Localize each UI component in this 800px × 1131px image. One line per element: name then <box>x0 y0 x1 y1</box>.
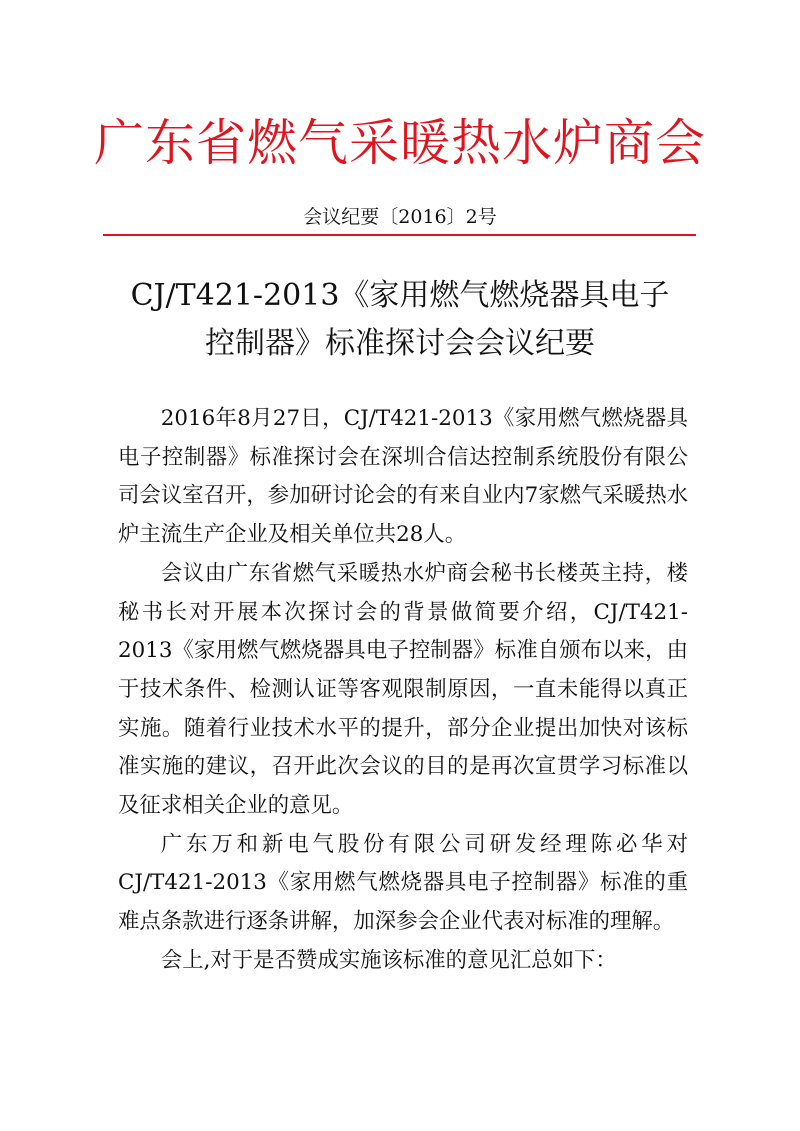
body-paragraph-2: 会议由广东省燃气采暖热水炉商会秘书长楼英主持，楼秘书长对开展本次探讨会的背景做简要介绍，CJ/T421-2013《家用燃气燃烧器具电子控制器》标准自颁布以来，由于技术条件、检测认证等客观限制原因，一直未能得以真正实施。随着行业技术水平的提升，部分企业提出加快对该标准实施的建议，召开此次会议的目的是再次宣贯学习标准以及征求相关企业的意见。 <box>118 560 688 819</box>
body-paragraph-3: 广东万和新电气股份有限公司研发经理陈必华对CJ/T421-2013《家用燃气燃烧器具电子控制器》标准的重难点条款进行逐条讲解，加深参会企业代表对标准的理解。 <box>118 831 688 935</box>
body-paragraph-4: 会上,对于是否赞成实施该标准的意见汇总如下： <box>160 947 617 973</box>
header-divider <box>103 234 696 236</box>
document-title-line-1: CJ/T421-2013《家用燃气燃烧器具电子 <box>130 278 670 313</box>
letterhead-organization: 广东省燃气采暖热水炉商会 <box>94 114 706 172</box>
body-paragraph-1: 2016年8月27日，CJ/T421-2013《家用燃气燃烧器具电子控制器》标准探讨会在深圳合信达控制系统股份有限公司会议室召开，参加研讨论会的有来自业内7家燃气采暖热水炉主流生产企业及相关单位共28人。 <box>118 406 688 548</box>
document-title <box>0 272 800 368</box>
document-number: 会议纪要〔2016〕2号 <box>303 206 497 228</box>
document-title-line-2: 控制器》标准探讨会会议纪要 <box>205 326 595 361</box>
document-body <box>118 400 688 981</box>
